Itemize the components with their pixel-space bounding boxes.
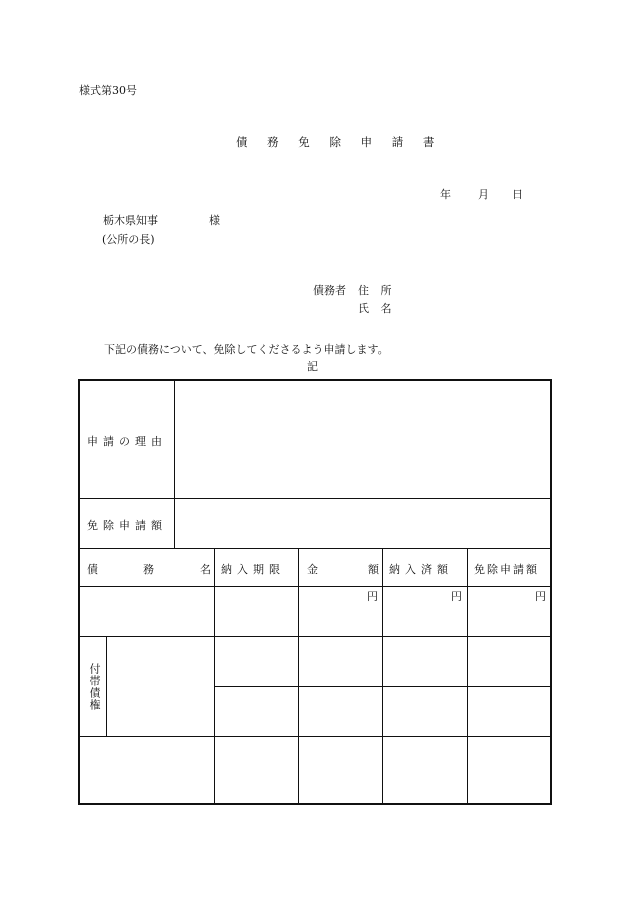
- row-divider: [80, 498, 550, 499]
- label-column-divider: [174, 381, 175, 549]
- addressee-honorific: 様: [209, 214, 220, 227]
- debt-table: [78, 379, 552, 805]
- row-divider: [80, 736, 550, 737]
- header-amount-2: 額: [368, 563, 379, 576]
- exempt-amount-label: 免除申請額: [87, 519, 167, 532]
- ki-label: 記: [307, 360, 318, 373]
- header-paid: 納入済額: [389, 563, 453, 576]
- column-divider: [382, 548, 383, 803]
- yen-unit: 円: [535, 590, 546, 603]
- date-day-label: 日: [512, 188, 523, 201]
- header-debt-name-1: 債: [87, 563, 98, 576]
- header-exempt: 免除申請額: [474, 563, 539, 576]
- debtor-label: 債務者: [313, 284, 346, 297]
- form-number: 様式第30号: [79, 84, 137, 97]
- debtor-address-label: 住 所: [358, 284, 396, 297]
- attached-claims-divider: [106, 636, 107, 737]
- addressee-name: 栃木県知事: [103, 214, 158, 227]
- column-divider: [214, 548, 215, 803]
- column-divider: [298, 548, 299, 803]
- header-deadline: 納入期限: [221, 563, 285, 576]
- row-divider: [80, 586, 550, 587]
- header-debt-name-3: 名: [200, 563, 211, 576]
- date-year-label: 年: [440, 188, 451, 201]
- reason-label: 申請の理由: [87, 435, 167, 448]
- yen-unit: 円: [367, 590, 378, 603]
- request-statement: 下記の債務について、免除してくださるよう申請します。: [104, 343, 389, 356]
- row-divider: [80, 548, 550, 549]
- debtor-name-label: 氏 名: [358, 302, 396, 315]
- addressee-alt: (公所の長): [102, 233, 155, 246]
- yen-unit: 円: [451, 590, 462, 603]
- header-amount-1: 金: [307, 563, 318, 576]
- row-divider: [80, 636, 550, 637]
- attached-claims-label: 付帯債権: [88, 663, 101, 711]
- column-divider: [467, 548, 468, 803]
- header-debt-name-2: 務: [143, 563, 154, 576]
- date-month-label: 月: [478, 188, 489, 201]
- document-title: 債 務 免 除 申 請 書: [236, 135, 443, 149]
